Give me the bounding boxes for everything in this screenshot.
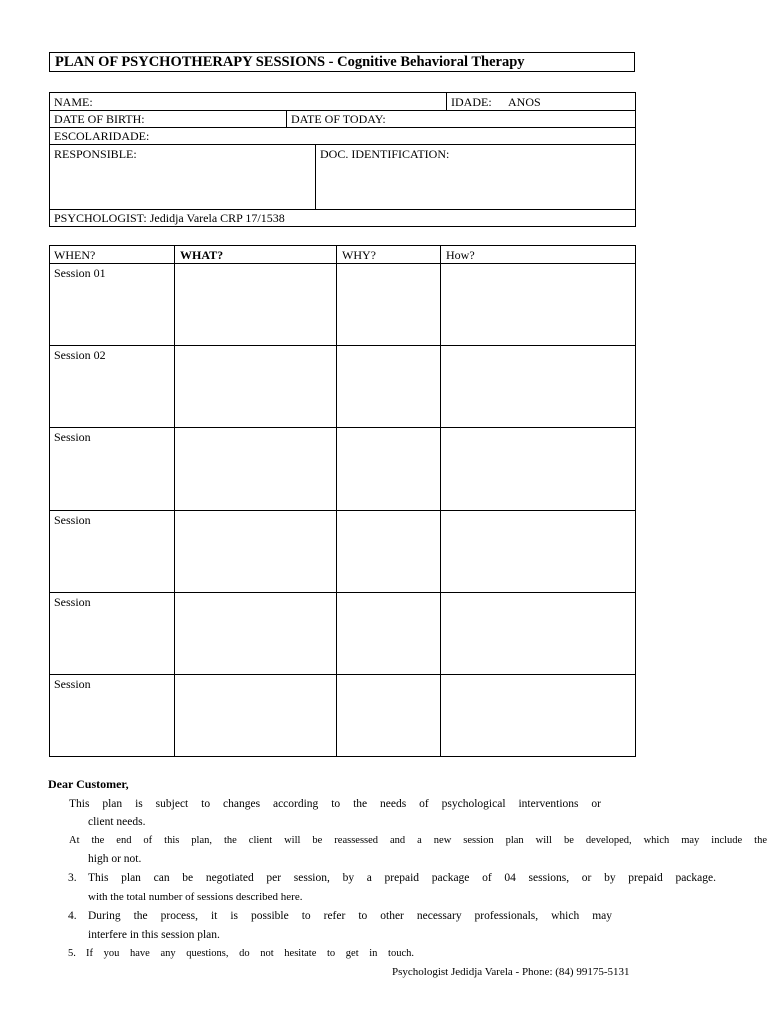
- session-row-label: Session 02: [54, 348, 106, 362]
- responsible-label: RESPONSIBLE:: [54, 147, 137, 161]
- greeting: Dear Customer,: [48, 777, 129, 791]
- note-item-3-line-1: This plan can be negotiated per session, by a prepaid package of 04 sessions, or by prepaid package.: [88, 872, 716, 884]
- note-item-1-line-2: client needs.: [88, 816, 146, 828]
- schedule-row-divider: [50, 592, 635, 593]
- anos-label: ANOS: [508, 95, 541, 109]
- info-row-divider: [50, 209, 635, 210]
- note-item-4-line-2: interfere in this session plan.: [88, 929, 220, 941]
- psychologist-label: PSYCHOLOGIST: Jedidja Varela CRP 17/1538: [54, 211, 285, 225]
- today-date-label: DATE OF TODAY:: [291, 112, 386, 126]
- info-row-divider: [50, 144, 635, 145]
- idade-field-label: IDADE:: [451, 95, 492, 109]
- info-row-divider: [50, 110, 635, 111]
- note-item-2-line-1: At the end of this plan, the client will be reassessed and a new session plan will be developed, which may include the: [69, 835, 767, 846]
- schedule-row-divider: [50, 427, 635, 428]
- header-when: WHEN?: [54, 248, 96, 262]
- schedule-row-divider: [50, 674, 635, 675]
- note-item-3-number: 3.: [68, 872, 77, 884]
- schedule-row-divider: [50, 345, 635, 346]
- schedule-col-divider: [440, 246, 441, 756]
- note-item-1-line-1: This plan is subject to changes according to the needs of psychological interventions or: [69, 798, 601, 810]
- schedule-row-divider: [50, 510, 635, 511]
- signature-line: Psychologist Jedidja Varela - Phone: (84) 99175-5131: [392, 966, 630, 978]
- info-col-divider: [315, 144, 316, 209]
- doc-identification-label: DOC. IDENTIFICATION:: [320, 147, 450, 161]
- name-field-label: NAME:: [54, 95, 93, 109]
- escolaridade-label: ESCOLARIDADE:: [54, 129, 150, 143]
- session-row-label: Session: [54, 430, 91, 444]
- info-col-divider: [446, 93, 447, 110]
- info-col-divider: [286, 110, 287, 127]
- header-what: WHAT?: [180, 248, 224, 262]
- session-schedule-table: [49, 245, 636, 757]
- session-row-label: Session 01: [54, 266, 106, 280]
- note-item-5-number: 5.: [68, 948, 76, 959]
- schedule-row-divider: [50, 263, 635, 264]
- note-item-5-line-1: If you have any questions, do not hesitate to get in touch.: [86, 948, 414, 959]
- schedule-col-divider: [174, 246, 175, 756]
- note-item-4-line-1: During the process, it is possible to refer to other necessary professionals, which may: [88, 910, 612, 922]
- schedule-col-divider: [336, 246, 337, 756]
- header-why: WHY?: [342, 248, 376, 262]
- document-title: PLAN OF PSYCHOTHERAPY SESSIONS - Cognitive Behavioral Therapy: [49, 52, 635, 72]
- session-row-label: Session: [54, 513, 91, 527]
- info-row-divider: [50, 127, 635, 128]
- note-item-4-number: 4.: [68, 910, 77, 922]
- note-item-3-line-2: with the total number of sessions described here.: [88, 891, 303, 903]
- session-row-label: Session: [54, 595, 91, 609]
- birth-date-label: DATE OF BIRTH:: [54, 112, 145, 126]
- patient-info-table: [49, 92, 636, 227]
- session-row-label: Session: [54, 677, 91, 691]
- header-how: How?: [446, 248, 475, 262]
- note-item-2-line-2: high or not.: [88, 853, 142, 865]
